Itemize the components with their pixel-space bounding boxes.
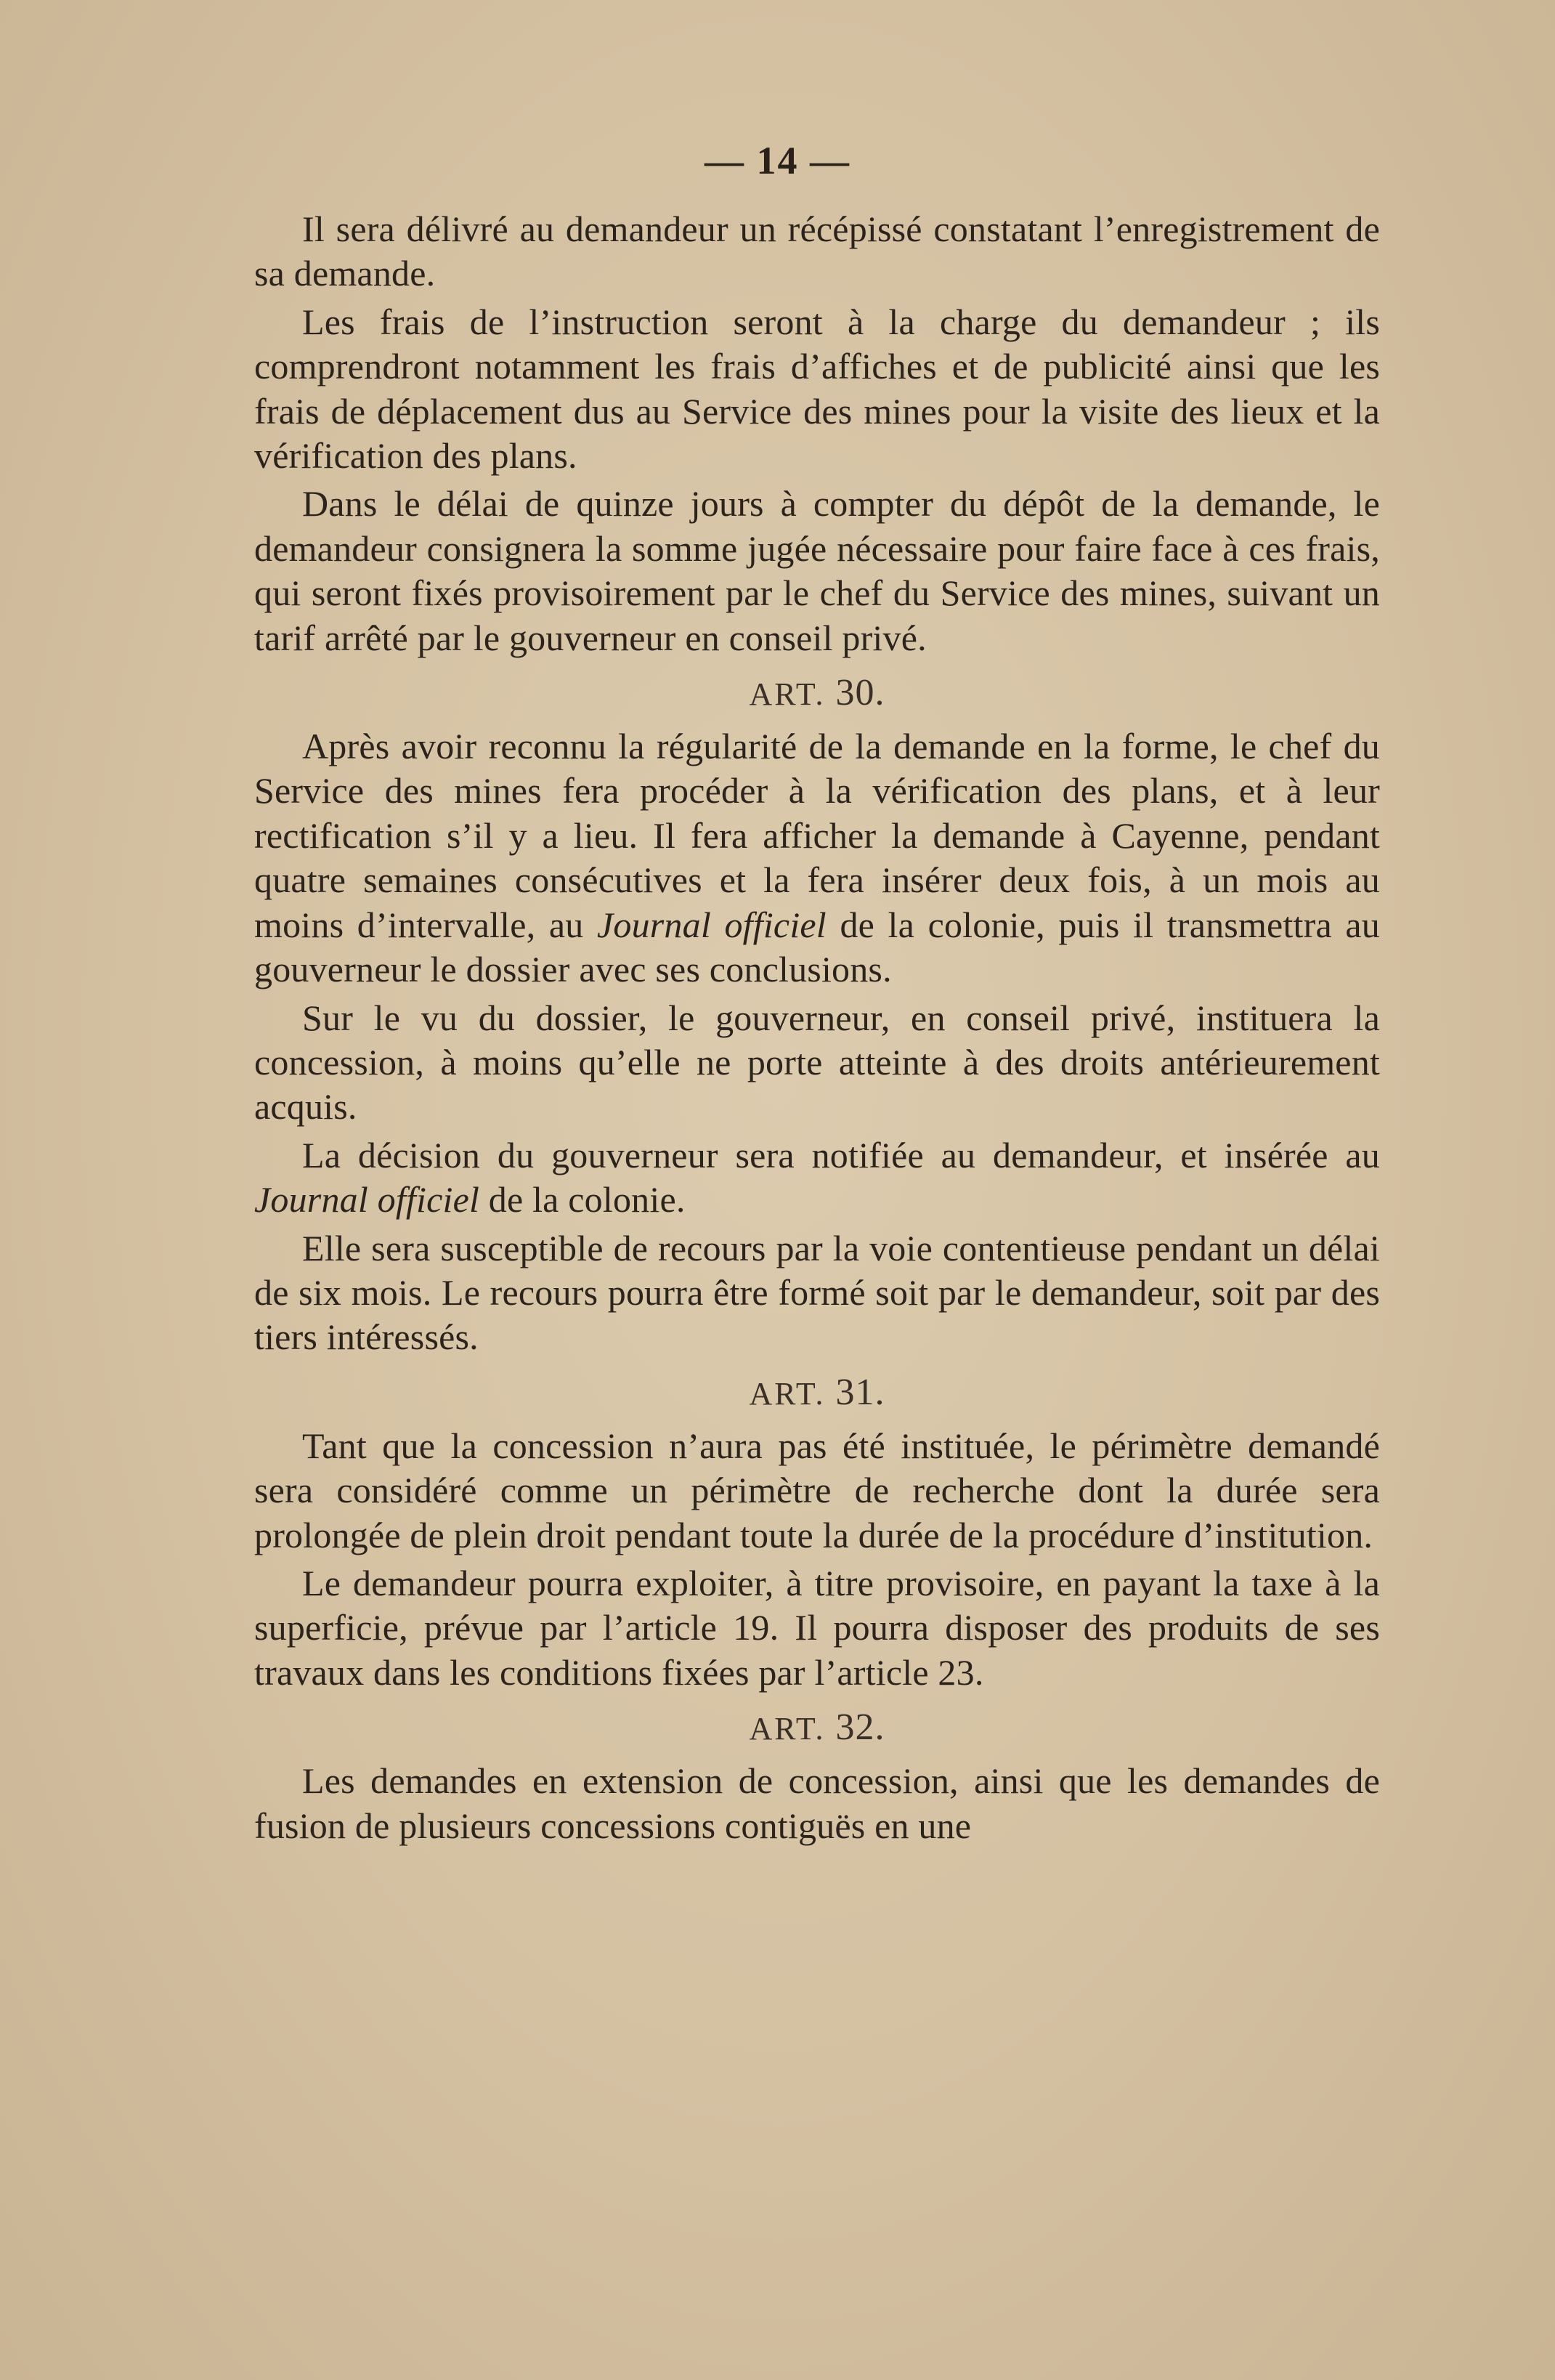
page-number: — 14 — <box>705 139 850 182</box>
paragraph-verification <box>254 724 1380 992</box>
paragraph-receipt: Il sera délivré au demandeur un récépissé constatant l’enregistrement de sa demande. <box>254 209 1380 294</box>
paragraph-appeal: Elle sera susceptible de recours par la voie contentieuse pendant un délai de six mois. Le recours pourra être formé soit par le demandeur, soit par des tiers intéressés. <box>254 1227 1380 1358</box>
paragraph-deposit-deadline: Dans le délai de quinze jours à compter du dépôt de la demande, le demandeur consignera la somme jugée nécessaire pour faire face à ces frais, qui seront fixés provisoirement par le chef du Service des mines, suivant un tarif arrêté par le gouverneur en conseil privé. <box>254 483 1380 658</box>
document-body <box>254 207 1380 1852</box>
article-label: ART. <box>749 1711 826 1747</box>
text-segment: Après avoir reconnu la régularité de la demande en la forme, le chef du Service des mines fera procéder à la vérification des plans, et à leur rectification s’il y a lieu. Il fera afficher la demande à Cayenne, pendant quatre semaines consécutives et la fera insérer deux fois, à un mois au moins d’intervalle, au <box>254 726 1380 945</box>
article-heading-30 <box>254 671 1380 717</box>
journal-officiel-reference: Journal officiel <box>254 1179 480 1221</box>
text-segment: La décision du gouverneur sera notifiée au demandeur, et insérée au <box>302 1134 1380 1175</box>
article-heading-31 <box>254 1370 1380 1417</box>
paragraph-institution: Sur le vu du dossier, le gouverneur, en conseil privé, instituera la concession, à moins qu’elle ne porte atteinte à des droits antérieurement acquis. <box>254 997 1380 1128</box>
paragraph-extension-requests: Les demandes en extension de concession, ainsi que les demandes de fusion de plusieurs concessions contiguës en une <box>254 1760 1380 1846</box>
article-number: 32. <box>835 1707 885 1749</box>
text-segment: de la colonie. <box>488 1179 686 1221</box>
article-heading-32 <box>254 1705 1380 1752</box>
journal-officiel-reference: Journal officiel <box>596 904 827 945</box>
article-number: 30. <box>835 672 885 714</box>
article-label: ART. <box>749 1375 826 1412</box>
article-number: 31. <box>835 1371 885 1413</box>
paragraph-notification <box>254 1133 1380 1223</box>
paragraph-research-perimeter: Tant que la concession n’aura pas été instituée, le périmètre demandé sera considéré comme un périmètre de recherche dont la durée sera prolongée de plein droit pendant toute la durée de la procédure d’institution. <box>254 1425 1380 1555</box>
text-segment: de la colonie, puis il transmettra au gouverneur le dossier avec ses conclusions. <box>254 904 1380 990</box>
paragraph-provisional-exploitation: Le demandeur pourra exploiter, à titre provisoire, en payant la taxe à la superficie, prévue par l’article 19. Il pourra disposer des produits de ses travaux dans les conditions fixées par l’article 23. <box>254 1562 1380 1693</box>
article-label: ART. <box>749 676 826 713</box>
paragraph-instruction-fees: Les frais de l’instruction seront à la charge du demandeur ; ils comprendront notamment les frais d’affiches et de publicité ainsi que les frais de déplacement dus au Service des mines pour la visite des lieux et la vérification des plans. <box>254 301 1380 477</box>
